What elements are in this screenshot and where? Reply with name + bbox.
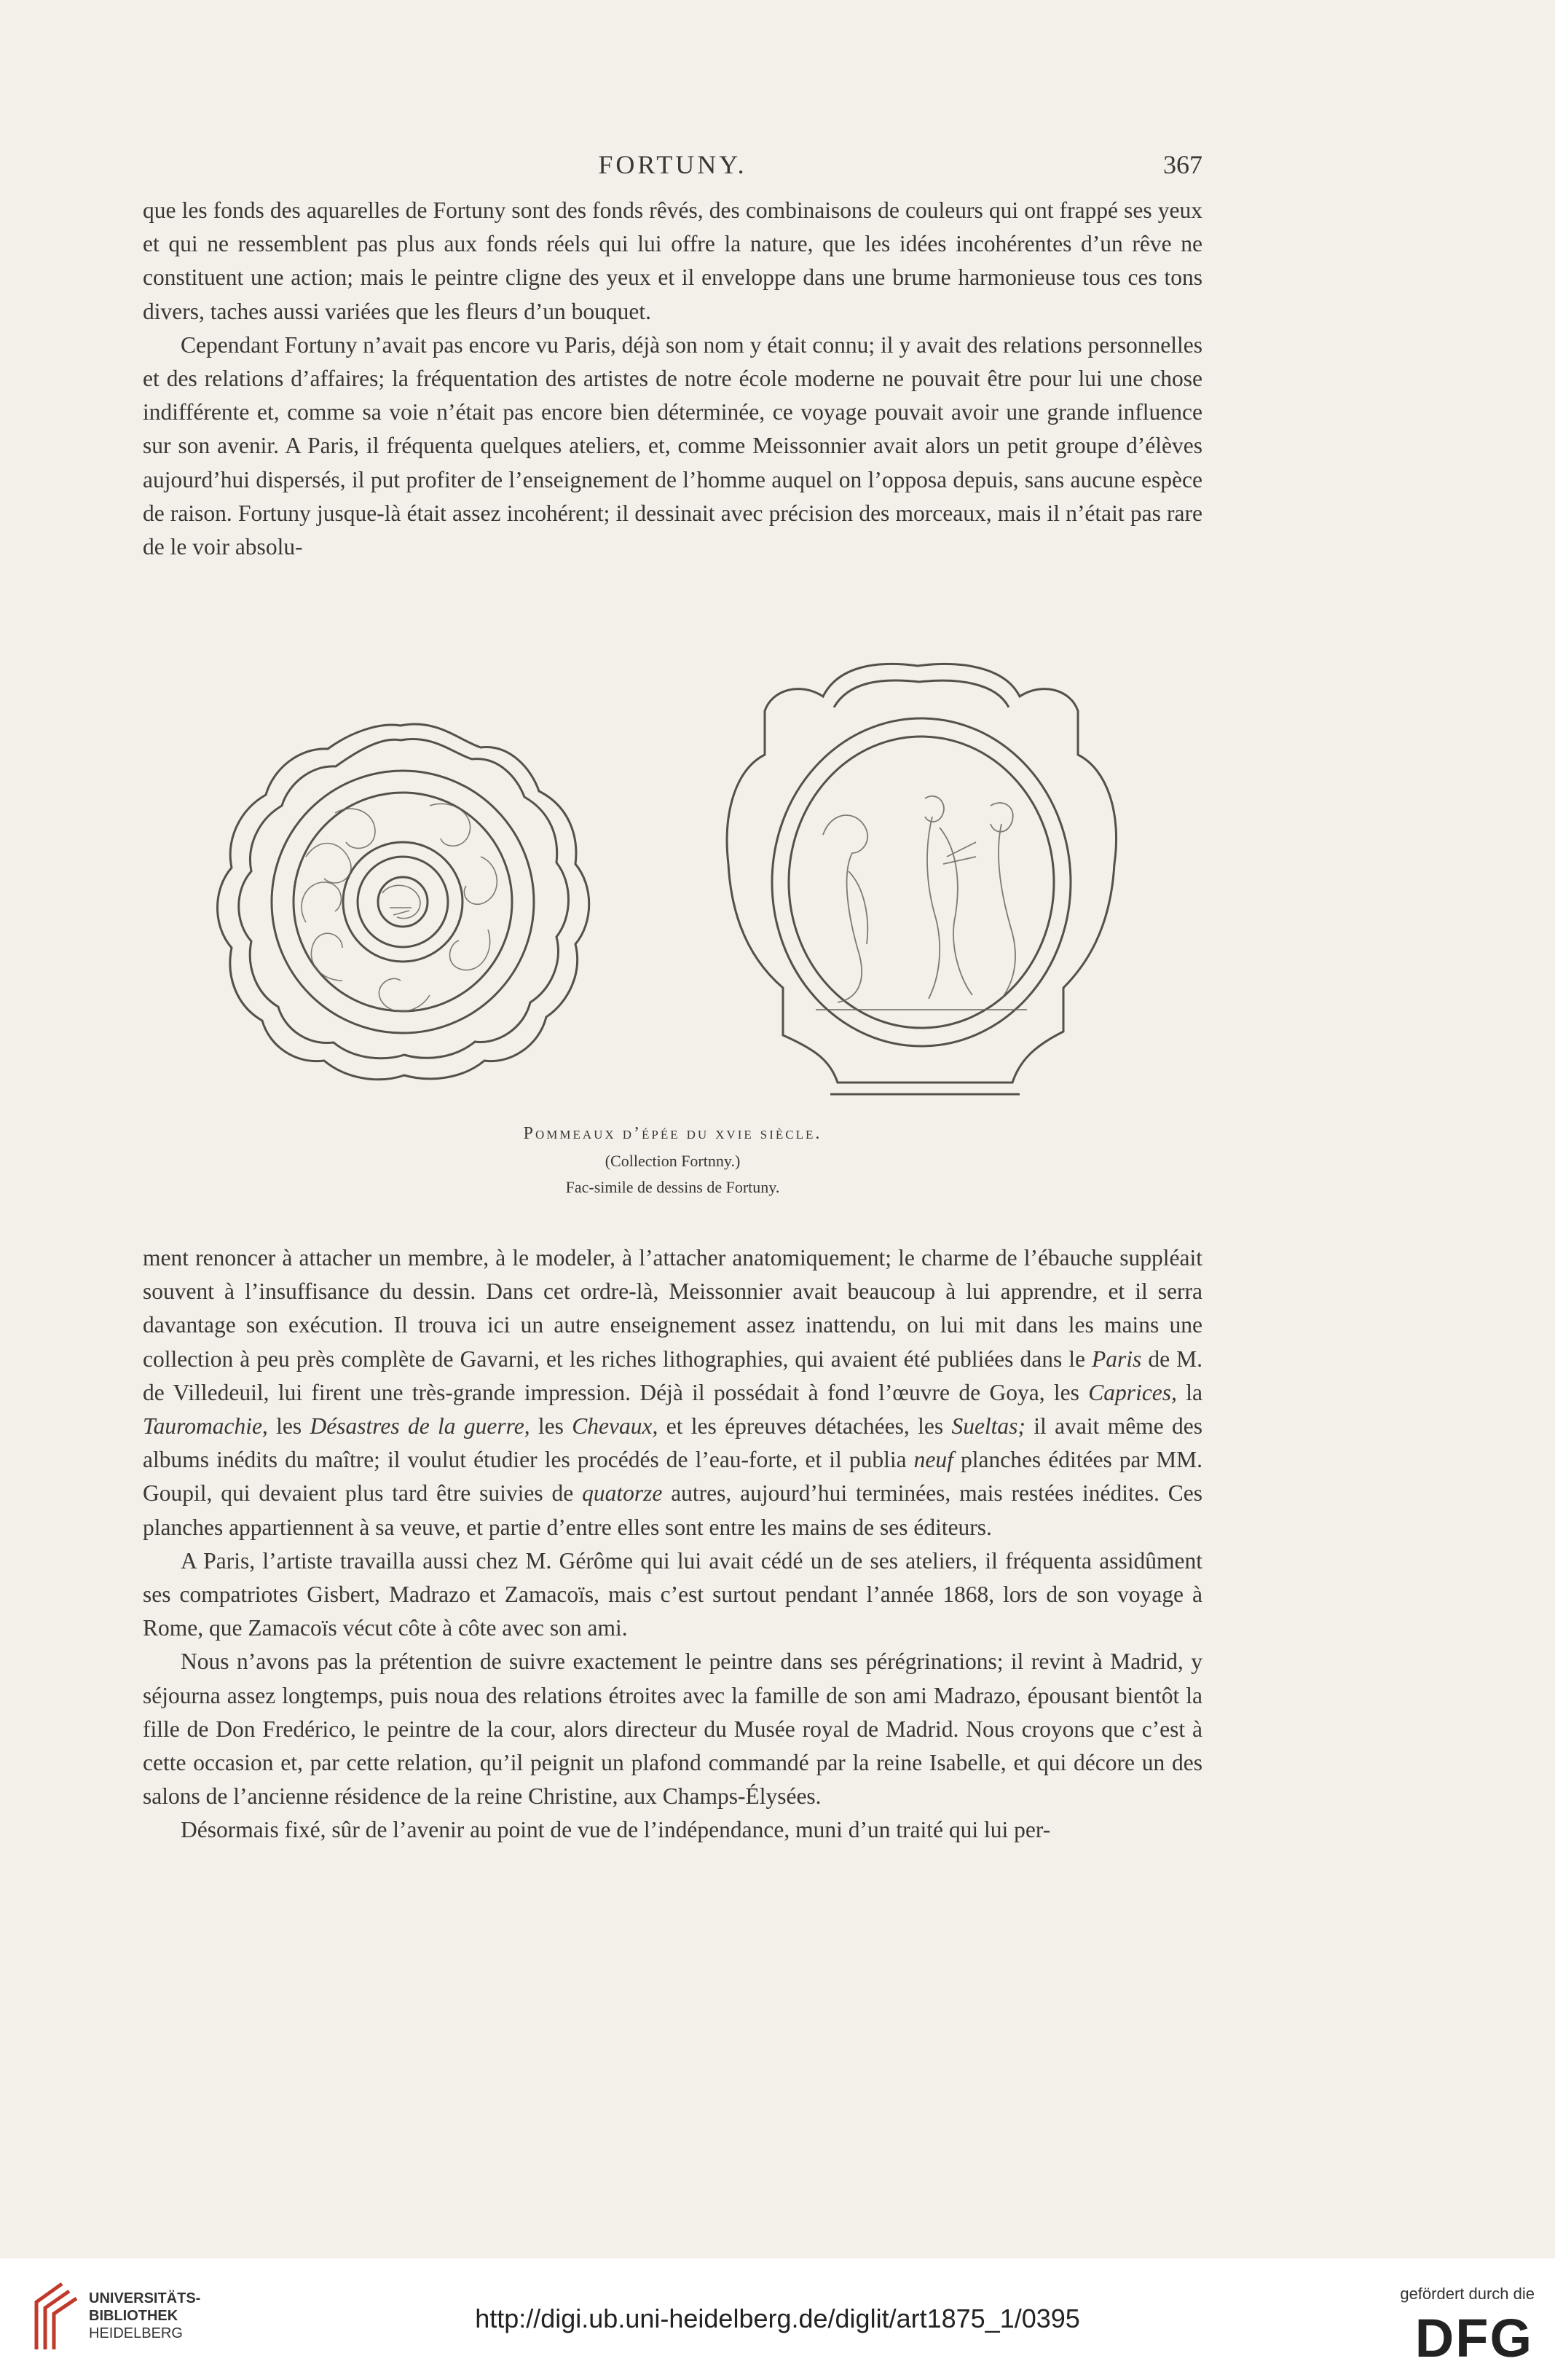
caption-main: Pommeaux d’épée du xvie siècle. xyxy=(523,1124,822,1143)
running-header xyxy=(143,149,1202,193)
paragraph: Désormais fixé, sûr de l’avenir au point de vue de l’indépendance, muni d’un traité qui lui per- xyxy=(181,1817,1051,1843)
paragraph: Nous n’avons pas la prétention de suivre exactement le peintre dans ses pérégrinations; il revint à Madrid, y séjourna assez longtemps, puis noua des relations étroites avec la famille de son ami Madrazo, épousant bientôt la fille de Don Fredérico, le peintre de la cour, alors directeur du Musée royal de Madrid. Nous croyons que c’est à cette occasion et, par cette relation, qu’il peignit un plafond commandé par la reine Isabelle, et qui décore un des salons de l’ancienne résidence de la reine Christine, aux Champs-Élysées. xyxy=(143,1649,1202,1810)
page-title: FORTUNY. xyxy=(598,150,747,179)
paragraph: ment renoncer à attacher un membre, à le modeler, à l’attacher anatomiquement; le charme de l’ébauche suppléait souvent à l’insuffisance du dessin. Dans cet ordre-là, Meissonnier avait beaucoup à lui apprendre, et il serra davantage son exécution. Il trouva ici un autre enseignement assez inattendu, on lui mit dans les mains une collection à peu près complète de Gavarni, et les riches lithographies, qui avaient été publiées dans le Paris de M. de Villedeuil, lui firent une très-grande impression. Déjà il possédait à fond l’œuvre de Goya, les Caprices, la Tauromachie, les Désastres de la guerre, les Chevaux, et les épreuves détachées, les Sueltas; il avait même des albums inédits du maître; il voulut étudier les procédés de l’eau-forte, et il publia neuf planches éditées par MM. Goupil, qui devaient plus tard être suivies de quatorze autres, aujourd’hui terminées, mais restées inédites. Ces planches appartiennent à sa veuve, et partie d’entre elles sont entre les mains de ses éditeurs. xyxy=(143,1245,1203,1540)
dfg-logo: DFG xyxy=(1414,2308,1533,2368)
text-block-top xyxy=(143,194,1202,564)
figure-caption xyxy=(143,1119,1202,1201)
digitization-footer xyxy=(0,2258,1555,2380)
text-block-bottom xyxy=(143,1241,1202,1847)
source-url-link[interactable]: http://digi.ub.uni-heidelberg.de/diglit/art1875_1/0395 xyxy=(475,2304,1080,2333)
library-name: UNIVERSITÄTS- BIBLIOTHEK HEIDELBERG xyxy=(89,2290,201,2341)
left-pommel-drawing xyxy=(197,711,605,1090)
funded-by-label: gefördert durch die xyxy=(1400,2285,1535,2303)
paragraph: A Paris, l’artiste travailla aussi chez M. Gérôme qui lui avait cédé un de ses ateliers, il fréquenta assidûment ses compatriotes Gisbert, Madrazo et Zamacoïs, mais c’est surtout pendant l’année 1868, lors de son voyage à Rome, que Zamacoïs vécut côte à côte avec son ami. xyxy=(143,1547,1202,1641)
page-number: 367 xyxy=(1163,150,1202,179)
illustration-sword-pommels xyxy=(197,653,1245,1134)
paragraph: que les fonds des aquarelles de Fortuny sont des fonds rêvés, des combinaisons de couleurs qui ont frappé ses yeux et qui ne ressemblent pas plus aux fonds réels qui lui offre la nature, que les idées incohérentes d’un rêve ne constituent une action; mais le peintre cligne des yeux et il enveloppe dans une brume harmonieuse tous ces tons divers, taches aussi variées que les fleurs d’un bouquet. xyxy=(143,197,1202,324)
caption-collection: (Collection Fortnny.) xyxy=(605,1152,741,1170)
caption-facsimile: Fac-simile de dessins de Fortuny. xyxy=(565,1178,780,1196)
paragraph: Cependant Fortuny n’avait pas encore vu Paris, déjà son nom y était connu; il y avait des relations personnelles et des relations d’affaires; la fréquentation des artistes de notre école moderne ne pouvait être pour lui une chose indifférente et, comme sa voie n’était pas encore bien déterminée, ce voyage pouvait avoir une grande influence sur son avenir. A Paris, il fréquenta quelques ateliers, et, comme Meissonnier avait alors un petit groupe d’élèves aujourd’hui dispersés, il put profiter de l’enseignement de l’homme auquel on l’opposa depuis, sans aucune espèce de raison. Fortuny jusque-là était assez incohérent; il dessinait avec précision des morceaux, mais il n’était pas rare de le voir absolu- xyxy=(143,331,1202,560)
right-pommel-drawing xyxy=(714,653,1129,1104)
